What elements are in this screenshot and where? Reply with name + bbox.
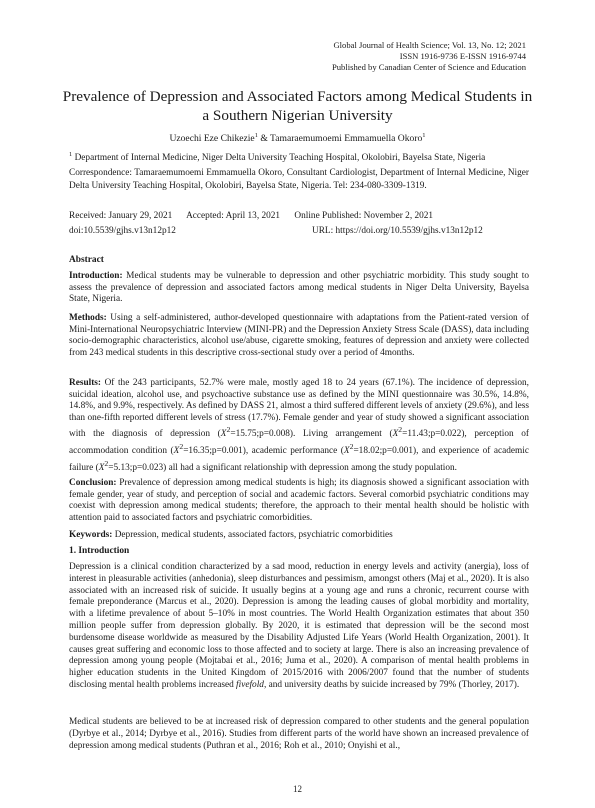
paper-title: Prevalence of Depression and Associated Factors among Medical Students in a Southern Nigerian University [62, 88, 533, 124]
affiliation-marker: 1 [422, 132, 426, 139]
chi-square-exponent: 2 [398, 425, 403, 435]
abstract-text: =5.13;p=0.023) all had a significant relationship with depression among the study population. [108, 462, 457, 473]
author-name: Tamaraemumoemi Emmamuella Okoro [270, 133, 423, 145]
page-number: 12 [293, 784, 302, 794]
abstract-text: =18.02;p=0.001), and experience of academic failure ( [69, 446, 529, 473]
keywords-text: Depression, medical students, associated factors, psychiatric comorbidities [112, 530, 393, 540]
chi-square-exponent: 2 [349, 442, 354, 452]
abstract-text: =15.75;p=0.008). Living arrangement ( [230, 429, 393, 440]
author-name: Uzoechi Eze Chikezie [169, 133, 255, 145]
keywords-label: Keywords: [69, 530, 113, 540]
section-heading: 1. Introduction [69, 546, 130, 556]
chi-square-exponent: 2 [226, 425, 231, 435]
chi-square-exponent: 2 [179, 442, 184, 452]
abstract-introduction [69, 271, 529, 306]
chi-square-symbol: X [220, 429, 227, 440]
affiliation-marker: 1 [69, 151, 73, 158]
chi-square-symbol: X [173, 446, 180, 457]
doi-url-link[interactable]: URL: https://doi.org/10.5539/gjhs.v13n12p12 [312, 226, 483, 236]
abstract-label: Methods: [69, 313, 107, 323]
journal-publisher: Published by Canadian Center of Science and Education [331, 61, 526, 72]
journal-citation: Global Journal of Health Science; Vol. 13, No. 12; 2021 [333, 40, 526, 50]
received-date: Received: January 29, 2021 [69, 211, 173, 221]
body-paragraph [69, 562, 529, 692]
publication-dates [69, 211, 539, 221]
abstract-text: =16.35;p=0.001), academic performance ( [183, 446, 344, 457]
abstract-results [69, 378, 529, 474]
chi-square-symbol: X [343, 446, 350, 457]
emphasis-text: fivefold [236, 679, 264, 690]
journal-header [332, 40, 526, 72]
abstract-label: Introduction: [69, 271, 123, 281]
abstract-methods [69, 313, 529, 359]
abstract-text: Medical students may be vulnerable to depression and other psychiatric morbidity. This study sought to assess the prevalence of depression and associated factors among medical students in Niger Delta University, Bayelsa State, Nigeria. [69, 271, 529, 305]
abstract-text: Using a self-administered, author-developed questionnaire with adaptations from the Patient-rated version of Mini-International Neuropsychiatric Interview (MINI-PR) and the Depression Anxiety Stress Scale (DASS), data including socio-demographic characteristics, alcohol use/abuse, cigarette smoking, features of depression and anxiety were collected from 243 medical students in this descriptive cross-sectional study over a period of 4months. [69, 313, 529, 358]
journal-issn: ISSN 1916-9736 E-ISSN 1916-9744 [399, 50, 526, 61]
affiliation [69, 151, 539, 163]
body-paragraph: Medical students are believed to be at increased risk of depression compared to other students and the general population (Dyrbye et al., 2014; Dyrbye et al., 2016). Studies from different parts of the world have shown an increased prevalence of depression among medical students (Puthran et al., 2016; Roh et al., 2010; Onyishi et al., [69, 717, 529, 751]
chi-square-symbol: X [98, 462, 105, 473]
abstract-text: Prevalence of depression among medical students is high; its diagnosis showed a significant association with female gender, year of study, and perception of social and academic factors. Several comorbid psychiatric conditions may coexist with depression among medical students; therefore, the approach to their mental health should be holistic with attention paid to associated factors and psychiatric comorbidities. [69, 478, 529, 523]
abstract-conclusion [69, 478, 529, 524]
published-date: Online Published: November 2, 2021 [294, 211, 434, 221]
abstract-heading: Abstract [69, 255, 104, 265]
author-separator: & [257, 133, 271, 145]
keywords [69, 530, 529, 542]
abstract-text: =11.43;p=0.022), perception of accommodation condition ( [69, 429, 529, 457]
abstract-label: Results: [69, 378, 102, 388]
paragraph-text: Depression is a clinical condition characterized by a sad mood, reduction in energy levels and activity (anergia), loss of interest in pleasurable activities (anhedonia), sleep disturbances and pessimism, amongst others (Maj et al., 2020). It is also associated with an increased risk of suicide. It usually begins at a young age and runs a chronic, recurrent course with female preponderance (Marcus et al., 2020). Depression is among the leading causes of global morbidity and mortality, with a lifetime prevalence of about 5–10% in most countries. The World Health Organization estimates that about 350 million people suffer from depression globally. By 2020, it is estimated that depression will be the second most burdensome disease worldwide as measured by the Disability Adjusted Life Years (World Health Organization, 2001). It causes great suffering and economic loss to those affected and to society at large. There is also an increasing prevalence of depression among young people (Mojtabai et al., 2016; Juma et al., 2020). A comparison of mental health problems in higher education students in the United Kingdom of 2015/2016 with 2006/2007 found that the number of students disclosing mental health problems increased [69, 562, 529, 690]
abstract-label: Conclusion: [69, 478, 117, 488]
chi-square-exponent: 2 [104, 458, 109, 468]
affiliation-marker: 1 [254, 132, 258, 139]
paragraph-text: , and university deaths by suicide increased by 79% (Thorley, 2017). [263, 679, 520, 690]
author-list [60, 132, 535, 144]
doi: doi:10.5539/gjhs.v13n12p12 [69, 226, 176, 236]
affiliation-text: Department of Internal Medicine, Niger Delta University Teaching Hospital, Okolobiri, Bayelsa State, Nigeria [72, 153, 486, 164]
accepted-date: Accepted: April 13, 2021 [186, 211, 281, 221]
chi-square-symbol: X [392, 429, 399, 440]
doi-line [69, 226, 539, 236]
correspondence: Correspondence: Tamaraemumoemi Emmamuella Okoro, Consultant Cardiologist, Department of Internal Medicine, Niger Delta University Teaching Hospital, Okolobiri, Bayelsa State, Nigeria. Tel: 234-080-3309-1319. [69, 168, 529, 191]
abstract-text: Of the 243 participants, 52.7% were male, mostly aged 18 to 24 years (67.1%). The incidence of depression, suicidal ideation, alcohol use, and psychoactive substance use as defined by the MINI questionnaire was 30.5%, 14.8%, 14.8%, and 9.9%, respectively. As defined by DASS 21, almost a third suffered different levels of anxiety (29.6%), and less than one-fifth reported different levels of stress (17.7%). Female gender and year of study showed a significant association with the diagnosis of depression ( [69, 378, 529, 440]
